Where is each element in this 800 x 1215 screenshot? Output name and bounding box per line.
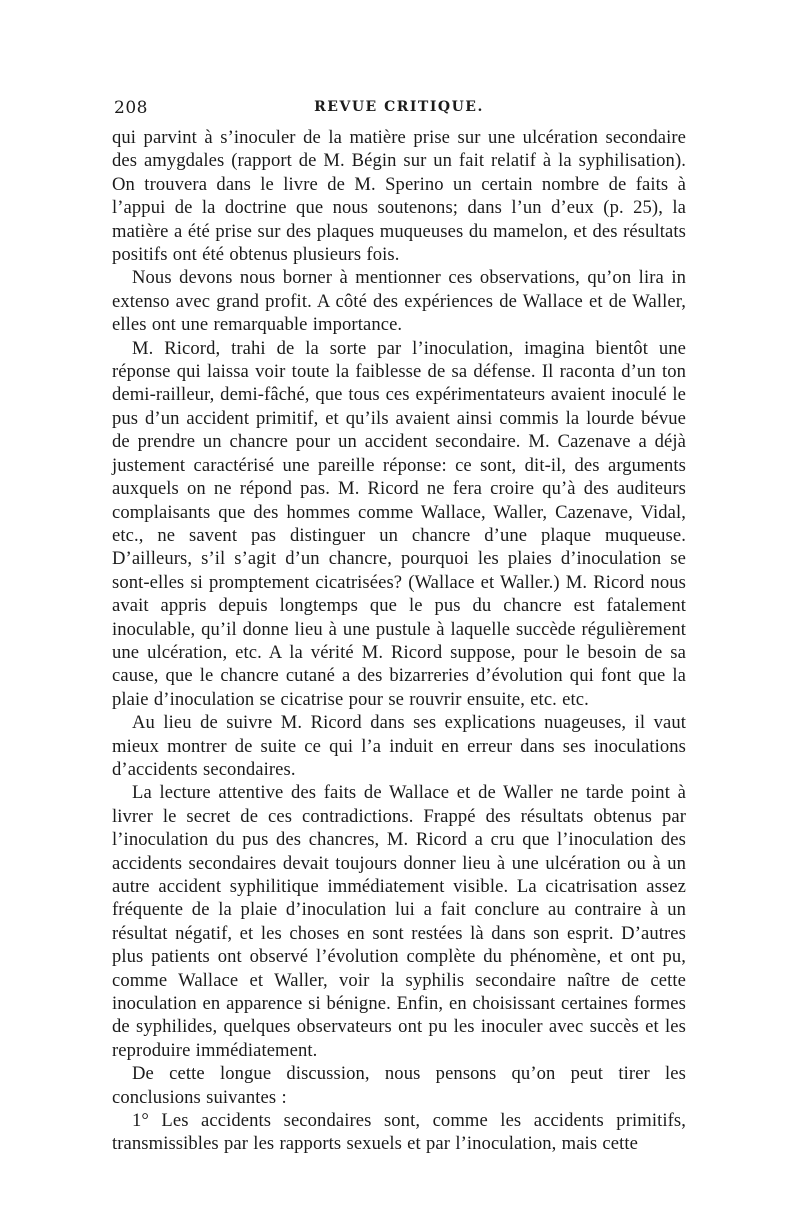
paragraph: La lecture attentive des faits de Wallace et de Waller ne tarde point à livrer le secret de ces contradictions. Frappé des résultats obtenus par l’inoculation du pus des chancres, M. Ricord a cru que l’inoculation des accidents secondaires devait toujours donner lieu à une ulcération ou à un autre accident syphilitique immédiatement visible. La cicatrisation assez fréquente de la plaie d’inoculation lui a fait conclure au contraire à un résultat négatif, et les choses en sont restées là dans son esprit. D’autres plus patients ont observé l’évolution complète du phénomène, et ont pu, comme Wallace et Waller, voir la syphilis secondaire naître de cette inoculation en apparence si bénigne. Enfin, en choisissant certaines formes de syphilides, quelques observateurs ont pu les inoculer avec succès et les reproduire immédiatement.	[112, 782, 686, 1061]
running-head	[112, 96, 686, 126]
body-text	[112, 126, 686, 1156]
paragraph: M. Ricord, trahi de la sorte par l’inoculation, imagina bientôt une réponse qui laissa voir toute la faiblesse de sa défense. Il raconta d’un ton demi-railleur, demi-fâché, que tous ces expérimentateurs avaient inoculé le pus d’un accident primitif, et qu’ils avaient ainsi commis la lourde bévue de prendre un chancre pour un accident secondaire. M. Cazenave a déjà justement caractérisé une pareille réponse: ce sont, dit-il, des arguments auxquels on ne répond pas. M. Ricord ne fera croire qu’à des auditeurs complaisants que des hommes comme Wallace, Waller, Cazenave, Vidal, etc., ne savent pas distinguer un chancre d’une plaque muqueuse. D’ailleurs, s’il s’agit d’un chancre, pourquoi les plaies d’inoculation se sont-elles si promptement cicatrisées? (Wallace et Waller.) M. Ricord nous avait appris depuis longtemps que le pus du chancre est fatalement inoculable, qu’il donne lieu à une pustule à laquelle succède régulièrement une ulcération, etc. A la vérité M. Ricord suppose, pour le besoin de sa cause, que le chancre cutané a des bizarreries d’évolution qui font que la plaie d’inoculation se cicatrise pour se rouvrir ensuite, etc. etc.	[112, 337, 686, 710]
paragraph: De cette longue discussion, nous pensons qu’on peut tirer les conclusions suivantes :	[112, 1063, 686, 1108]
page-number: 208	[114, 98, 148, 118]
page	[112, 96, 686, 1156]
paragraph: Au lieu de suivre M. Ricord dans ses explications nuageuses, il vaut mieux montrer de suite ce qui l’a induit en erreur dans ses inoculations d’accidents secondaires.	[112, 712, 686, 780]
paragraph-continuation: qui parvint à s’inoculer de la matière prise sur une ulcération secondaire des amygdales (rapport de M. Bégin sur un fait relatif à la syphilisation). On trouvera dans le livre de M. Sperino un certain nombre de faits à l’appui de la doctrine que nous soutenons; dans l’un d’eux (p. 25), la matière a été prise sur des plaques muqueuses du mamelon, et des résultats positifs ont été obtenus plusieurs fois.	[112, 127, 686, 266]
running-title: REVUE CRITIQUE.	[314, 99, 484, 115]
paragraph: Nous devons nous borner à mentionner ces observations, qu’on lira in extenso avec grand profit. A côté des expériences de Wallace et de Waller, elles ont une remarquable importance.	[112, 267, 686, 336]
paragraph-conclusion-1: 1° Les accidents secondaires sont, comme les accidents primitifs, transmissibles par les rapports sexuels et par l’inoculation, mais cette	[112, 1110, 686, 1155]
